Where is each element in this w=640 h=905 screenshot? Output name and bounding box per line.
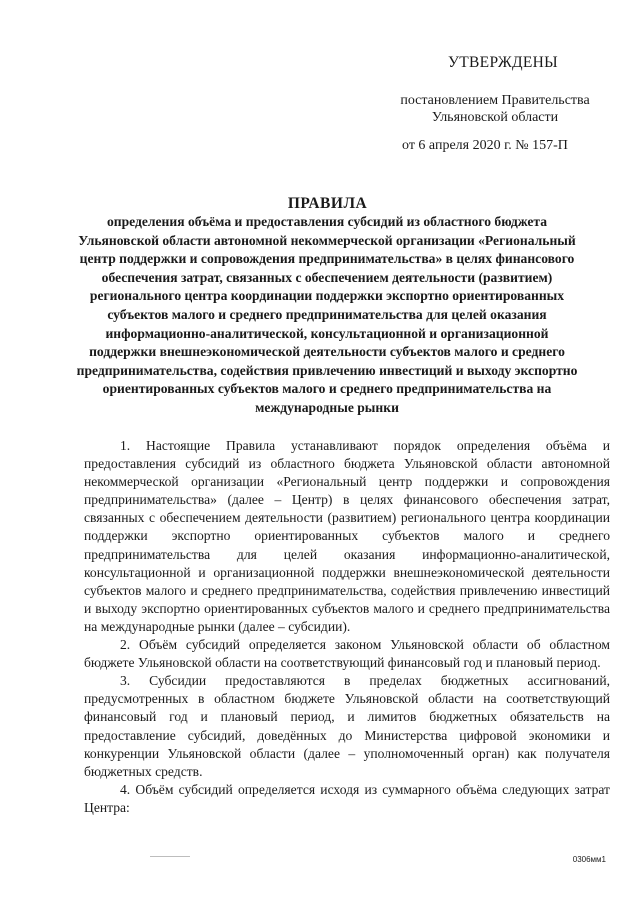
- scan-artifact: [150, 856, 190, 857]
- document-body: [84, 437, 610, 817]
- paragraph-2: 2. Объём субсидий определяется законом Ульяновской области об областном бюджете Ульяновской области на соответствующий финансовый год и плановый период.: [84, 637, 610, 671]
- decree-date: от 6 апреля 2020 г. № 157-П: [402, 138, 568, 153]
- approval-stamp: УТВЕРЖДЕНЫ: [448, 54, 558, 71]
- paragraph-1: 1. Настоящие Правила устанавливают порядок определения объёма и предоставления субсидий из областного бюджета Ульяновской области автономной некоммерческой организации «Региональный центр поддержки и сопровождения предпринимательства» (далее – Центр) в целях финансового обеспечения затрат, связанных с обеспечением деятельности (развитием) регионального центра координации поддержки экспортно ориентированных субъектов малого и среднего предпринимательства для целей оказания информационно-аналитической, консультационной и организационной поддержки внешнеэкономической деятельности субъектов малого и среднего предпринимательства, содействия привлечению инвестиций и выходу экспортно ориентированных субъектов малого и среднего предпринимательства на международные рынки (далее – субсидии).: [84, 438, 610, 634]
- paragraph-4: 4. Объём субсидий определяется исходя из суммарного объёма следующих затрат Центра:: [84, 781, 610, 815]
- document-title: ПРАВИЛА: [287, 195, 368, 212]
- paragraph-3: 3. Субсидии предоставляются в пределах бюджетных ассигнований, предусмотренных в областном бюджете Ульяновской области на соответствующий финансовый год и плановый период, и лимитов бюджетных обязательств на предоставление субсидий, доведённых до Министерства цифровой экономики и конкуренции Ульяновской области (далее – уполномоченный орган) как получателя бюджетных средств.: [84, 673, 610, 779]
- decree-line-2: Ульяновской области: [431, 110, 559, 125]
- footer-code: 0306мм1: [572, 855, 606, 864]
- decree-line-1: постановлением Правительства: [400, 93, 590, 108]
- document-subtitle: определения объёма и предоставления субсидий из областного бюджета Ульяновской области автономной некоммерческой организации «Региональный центр поддержки и сопровождения предпринимательства» в целях финансового обеспечения затрат, связанных с обеспечением деятельности (развитием) регионального центра координации поддержки экспортно ориентированных субъектов малого и среднего предпринимательства для целей оказания информационно-аналитической, консультационной и организационной поддержки внешнеэкономической деятельности субъектов малого и среднего предпринимательства, содействия привлечению инвестиций и выходу экспортно ориентированных субъектов малого и среднего предпринимательства на международные рынки: [76, 214, 578, 415]
